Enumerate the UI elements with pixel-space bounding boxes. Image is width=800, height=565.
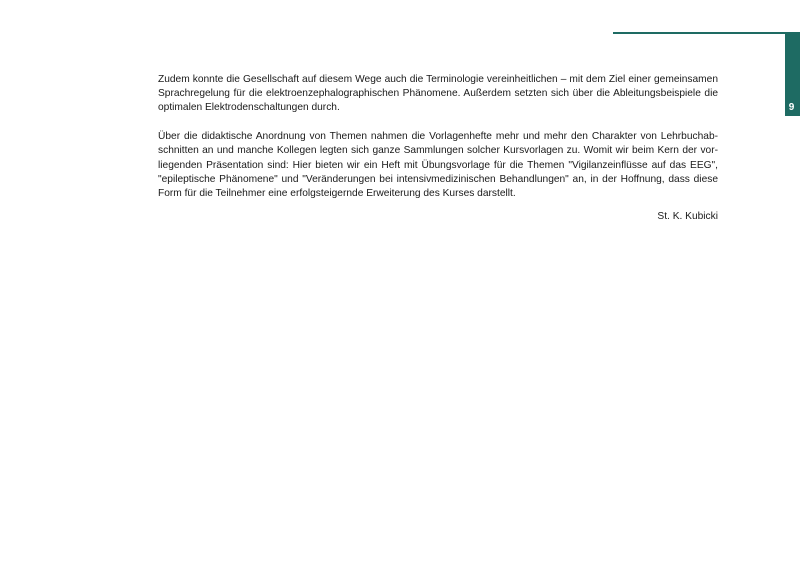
- text-line: liegenden Präsentation sind: Hier bieten wir ein Heft mit Übungsvorlage für die Themen "Vigilanzeinflüsse auf das EEG",: [158, 159, 718, 171]
- text-line: Form für die Teilnehmer eine erfolgsteigernde Erweiterung des Kurses darstellt.: [158, 187, 516, 199]
- text-line: schnitten an und manche Kollegen legten sich ganze Sammlungen solcher Kursvorlagen zu. Womit wir beim Kern der vor-: [158, 145, 718, 157]
- text-line: "epileptische Phänomene" und "Veränderungen bei intensivmedizinischen Behandlungen" an, in der Hoffnung, dass diese: [158, 173, 718, 185]
- text-line: Sprachregelung für die elektroenzephalographischen Phänomene. Außerdem setzten sich über die Ableitungsbeispiele die: [158, 88, 718, 100]
- paragraph-terminology: [158, 73, 718, 116]
- header-rule: [613, 32, 785, 34]
- text-line: Zudem konnte die Gesellschaft auf diesem Wege auch die Terminologie vereinheitlichen – mit dem Ziel einer gemeinsamen: [158, 74, 718, 85]
- body-text: [158, 73, 718, 224]
- paragraph-presentation: [158, 130, 718, 201]
- text-line: Über die didaktische Anordnung von Themen nahmen die Vorlagenhefte mehr und mehr den Charakter von Lehrbuchab-: [158, 131, 718, 143]
- author-signature: St. K. Kubicki: [657, 211, 718, 223]
- text-line: optimalen Elektrodenschaltungen durch.: [158, 102, 340, 114]
- page-number: 9: [788, 102, 795, 113]
